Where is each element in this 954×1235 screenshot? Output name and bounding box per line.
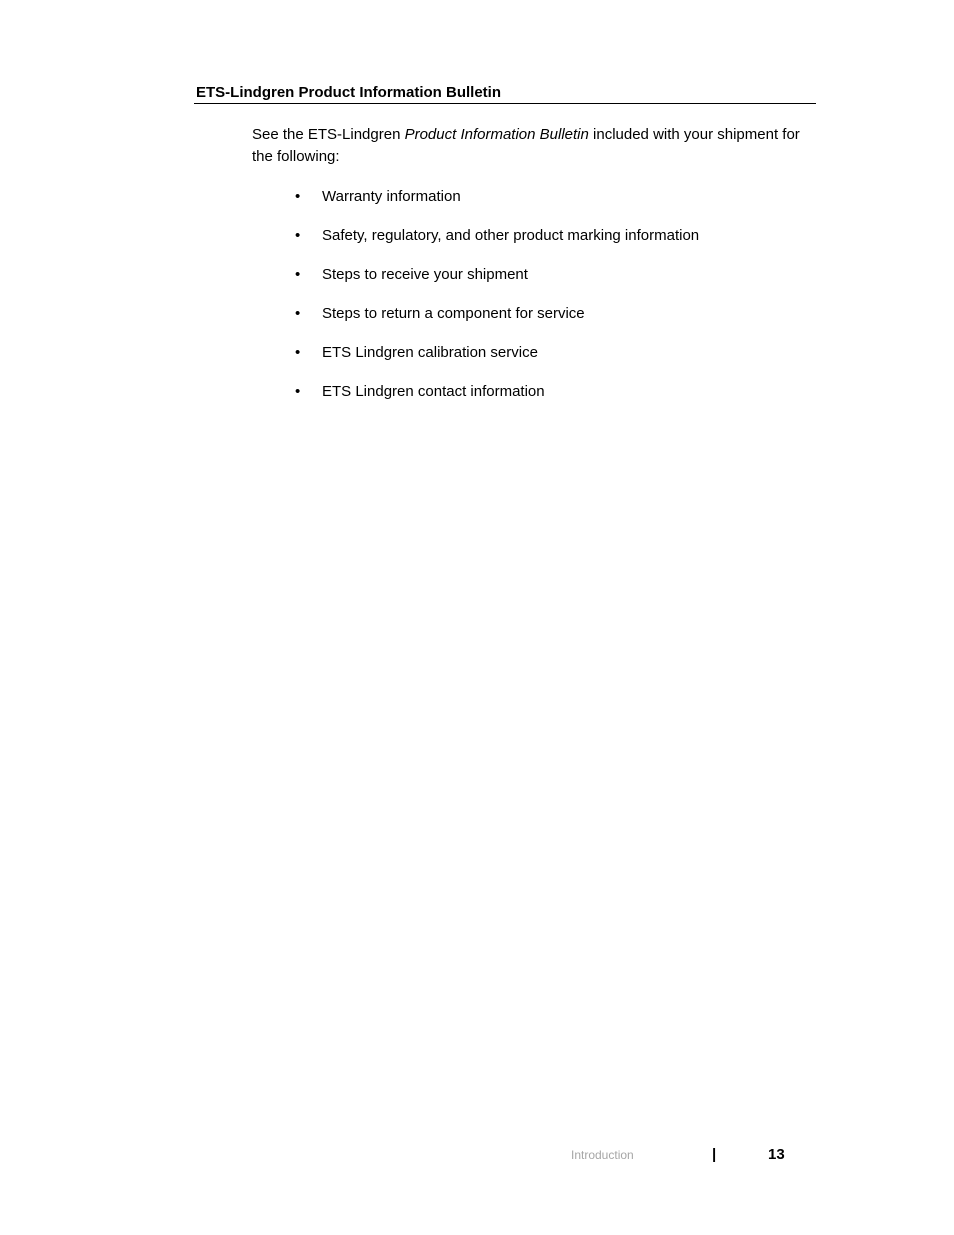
bullet-item: [0, 225, 700, 247]
bullet-item: [0, 186, 700, 208]
bullet-marker: •: [295, 305, 301, 322]
bullet-marker: •: [295, 227, 301, 244]
bullet-marker: •: [295, 344, 301, 361]
bullet-text: ETS Lindgren calibration service: [322, 344, 538, 361]
bullet-text: Steps to receive your shipment: [322, 266, 528, 283]
bullet-text: ETS Lindgren contact information: [322, 383, 545, 400]
bullet-text: Warranty information: [322, 188, 461, 205]
bullet-item: [0, 303, 700, 325]
bullet-text: Safety, regulatory, and other product marking information: [322, 227, 700, 244]
intro-paragraph: [252, 124, 812, 168]
bullet-item: [0, 342, 700, 364]
bullet-text: Steps to return a component for service: [322, 305, 585, 322]
section-heading-title: ETS-Lindgren Product Information Bulletin: [196, 84, 501, 101]
intro-emphasis: Product Information Bulletin: [404, 126, 589, 143]
bullet-marker: •: [295, 266, 301, 283]
footer-section-name: Introduction: [571, 1148, 634, 1162]
intro-text-before: See the ETS-Lindgren: [252, 126, 405, 143]
footer-separator: |: [712, 1146, 717, 1163]
bullet-item: [0, 264, 700, 286]
bullet-item: [0, 381, 700, 403]
intro-text-after: included with your shipment for the following:: [252, 126, 800, 165]
bullet-marker: •: [295, 383, 301, 400]
page-number: 13: [768, 1146, 785, 1163]
bullet-marker: •: [295, 188, 301, 205]
section-heading: [194, 83, 816, 104]
